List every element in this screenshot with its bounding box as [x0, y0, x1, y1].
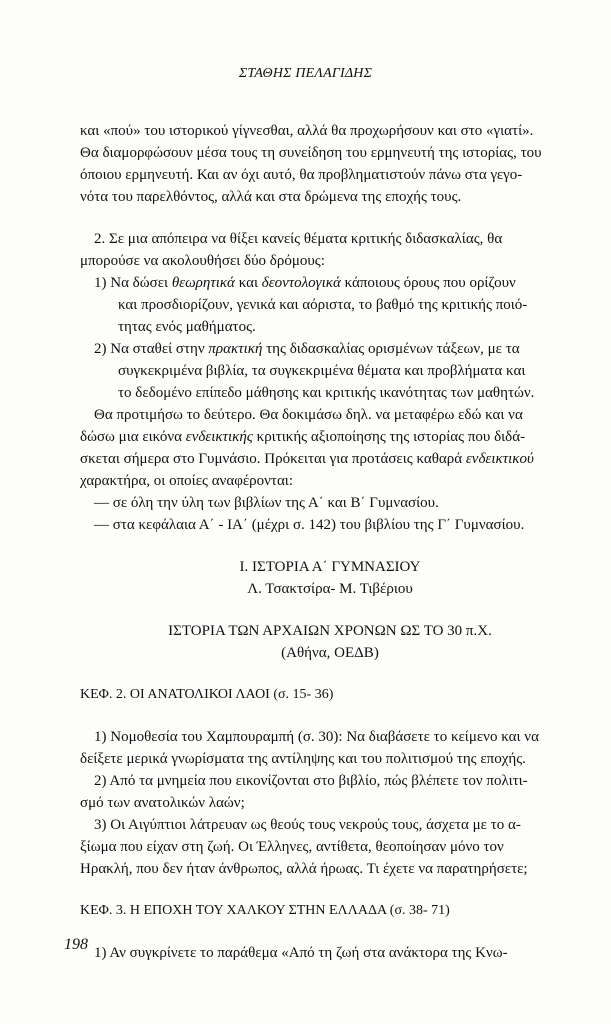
paragraph-line: Θα προτιμήσω το δεύτερο. Θα δοκιμάσω δηλ. να μεταφέρω εδώ και να [94, 407, 523, 423]
dash-item: — στα κεφάλαια Α΄ - ΙΑ΄ (μέχρι σ. 142) του βιβλίου της Γ΄ Γυμνασίου. [94, 517, 525, 533]
text-run: δώσω μια εικόνα [80, 429, 186, 445]
paragraph-line: 1) Νομοθεσία του Χαμπουραμπή (σ. 30): Να διαβάσετε το κείμενο και να [94, 729, 539, 745]
paragraph-line: 3) Οι Αιγύπτιοι λάτρευαν ως θεούς τους νεκρούς τους, άσχετα με το α- [94, 817, 521, 833]
paragraph-line: και «πού» του ιστορικού γίγνεσθαι, αλλά θα προχωρήσουν και στο «γιατί». [80, 123, 534, 139]
text-run: σκεται σήμερα στο Γυμνάσιο. Πρόκειται για προτάσεις καθαρά [80, 451, 466, 467]
spacer [80, 536, 580, 556]
spacer [80, 922, 580, 942]
paragraph-line: τητας ενός μαθήματος. [118, 319, 256, 335]
spacer [80, 706, 580, 726]
text-run: 2) Να σταθεί στην [94, 341, 209, 357]
paragraph-line: 1) Αν συγκρίνετε το παράθεμα «Από τη ζωή στα ανάκτορα της Κνω- [94, 945, 508, 961]
text-run: της διδασκαλίας ορισμένων τάξεων, με τα [262, 341, 520, 357]
paragraph-line: συγκεκριμένα βιβλία, τα συγκεκριμένα θέματα και προβλήματα και [118, 363, 526, 379]
spacer [80, 664, 580, 684]
paragraph-line [80, 426, 580, 448]
paragraph-line: 2) Από τα μνημεία που εικονίζονται στο βιβλίο, πώς βλέπετε τον πολιτι- [94, 773, 528, 789]
enumerated-item-2 [80, 338, 580, 360]
book-title: ΙΣΤΟΡΙΑ ΤΩΝ ΑΡΧΑΙΩΝ ΧΡΟΝΩΝ ΩΣ ΤΟ 30 π.Χ. [168, 623, 492, 639]
text-run: κάποιους όρους που ορίζουν [340, 275, 516, 291]
paragraph-line: όποιου ερμηνευτή. Και αν όχι αυτό, θα προβληματιστούν πάνω στα γεγο- [80, 167, 523, 183]
paragraph-line: μπορούσε να ακολουθήσει δύο δρόμους: [80, 253, 325, 269]
paragraph-line: Ηρακλή, που δεν ήταν άνθρωπος, αλλά ήρωας. Τι έχετε να παρατηρήσετε; [80, 861, 528, 877]
page-body [80, 120, 580, 964]
paragraph-line: χαρακτήρα, οι οποίες αναφέρονται: [80, 473, 294, 489]
page-number: 198 [64, 936, 88, 953]
emphasis: ενδεικτικού [465, 451, 534, 467]
chapter-heading: ΚΕΦ. 2. ΟΙ ΑΝΑΤΟΛΙΚΟΙ ΛΑΟΙ (σ. 15- 36) [80, 687, 334, 702]
emphasis: θεωρητικά [171, 275, 235, 291]
section-authors: Λ. Τσακτσίρα- Μ. Τιβέριου [247, 581, 413, 597]
emphasis: πρακτική [208, 341, 263, 357]
paragraph-line: δείξετε μερικά γνωρίσματα της αντίληψης και του πολιτισμού της εποχής. [80, 751, 526, 767]
dash-item: — σε όλη την ύλη των βιβλίων της Α΄ και Β΄ Γυμνασίου. [94, 495, 439, 511]
paragraph-line: Θα διαμορφώσουν μέσα τους τη συνείδηση του ερμηνευτή της ιστορίας, του [80, 145, 542, 161]
text-run: κριτικής αξιοποίησης της ιστορίας που διδά- [252, 429, 526, 445]
paragraph-line: το δεδομένο επίπεδο μάθησης και κριτικής ικανότητας των μαθητών. [118, 385, 535, 401]
emphasis: ενδεικτικής [185, 429, 253, 445]
running-header: ΣΤΑΘΗΣ ΠΕΛΑΓΙΔΗΣ [238, 66, 373, 81]
text-run: 1) Να δώσει [94, 275, 172, 291]
book-publisher: (Αθήνα, ΟΕΔΒ) [281, 645, 379, 661]
section-title: Ι. ΙΣΤΟΡΙΑ Α΄ ΓΥΜΝΑΣΙΟΥ [239, 559, 421, 575]
spacer [80, 880, 580, 900]
paragraph-line: σμό των ανατολικών λαών; [80, 795, 245, 811]
spacer [80, 600, 580, 620]
text-run: και [234, 275, 262, 291]
enumerated-item-1 [80, 272, 580, 294]
paragraph-line: νότα του παρελθόντος, αλλά και στα δρώμενα της εποχής τους. [80, 189, 462, 205]
emphasis: δεοντολογικά [261, 275, 341, 291]
spacer [80, 208, 580, 228]
paragraph-line: 2. Σε μια απόπειρα να θίξει κανείς θέματα κριτικής διδασκαλίας, θα [94, 231, 503, 247]
paragraph-line: και προσδιορίζουν, γενικά και αόριστα, το βαθμό της κριτικής ποιό- [118, 297, 528, 313]
chapter-heading: ΚΕΦ. 3. Η ΕΠΟΧΗ ΤΟΥ ΧΑΛΚΟΥ ΣΤΗΝ ΕΛΛΑΔΑ (σ. 38- 71) [80, 903, 450, 918]
paragraph-line [80, 448, 580, 470]
paragraph-line: ξίωμα που είχαν στη ζωή. Οι Έλληνες, αντίθετα, θεοποίησαν μόνο τον [80, 839, 504, 855]
